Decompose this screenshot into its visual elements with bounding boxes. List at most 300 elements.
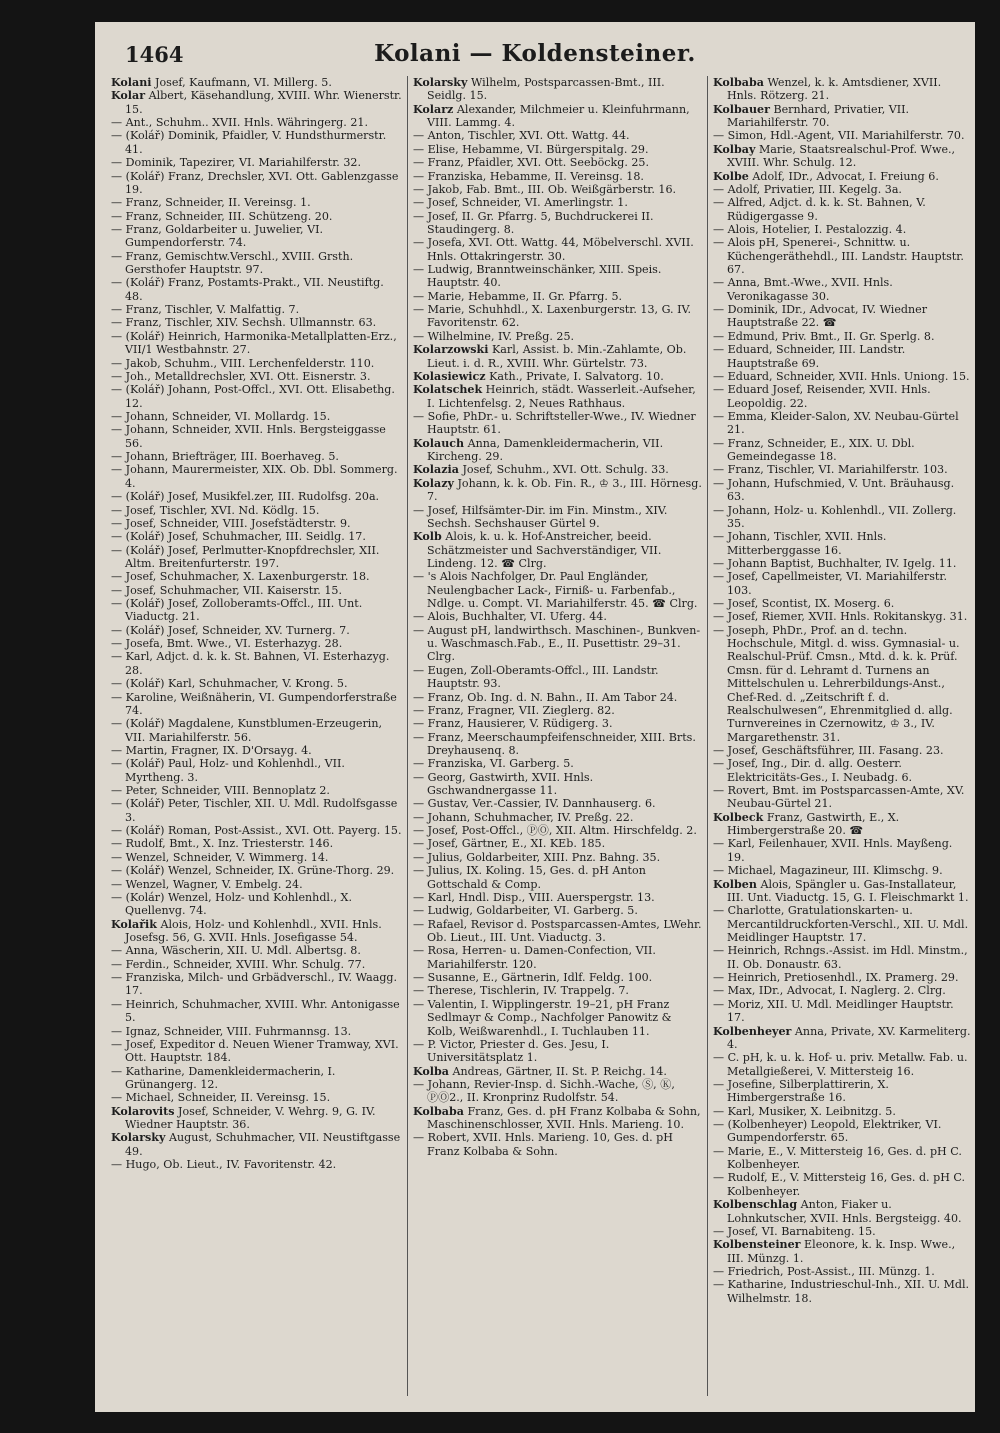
directory-entry [413, 290, 703, 303]
entry-text: Ludwig, Branntweinschänker, XIII. Speis. Hauptstr. 40. [427, 263, 662, 290]
entry-surname: Kolb [413, 530, 442, 544]
entry-text: (Kolář) Johann, Post-Offcl., XVI. Ott. Elisabethg. 12. [125, 383, 395, 410]
entry-text: (Kolář) Josef, Perlmutter-Knopfdrechsler, XII. Altm. Breitenfurterstr. 197. [125, 543, 380, 570]
directory-entry [111, 544, 403, 571]
directory-entry [413, 1078, 703, 1105]
entry-surname: Kolarz [413, 102, 454, 116]
entry-text: Max, IDr., Advocat, I. Naglerg. 2. Clrg. [727, 984, 946, 998]
entry-text: August, Schuhmacher, VII. Neustiftgasse 49. [125, 1131, 401, 1158]
directory-entry [713, 597, 971, 610]
directory-entry [713, 570, 971, 597]
entry-text: Karl, Adjct. d. k. k. St. Bahnen, VI. Esterhazyg. 28. [125, 650, 390, 677]
entry-text: Josefine, Silberplattirerin, X. Himbergerstraße 16. [727, 1077, 889, 1105]
directory-entry [713, 837, 971, 864]
directory-entry [713, 1171, 971, 1198]
directory-entry [111, 450, 403, 463]
entry-text: Anton, Tischler, XVI. Ott. Wattg. 44. [427, 129, 630, 143]
entry-text: Franz, Tischler, V. Malfattig. 7. [125, 303, 300, 317]
entry-surname: Kolařik [111, 917, 157, 931]
directory-entry [713, 971, 971, 984]
entry-text: (Kolář) Josef, Schuhmacher, III. Seidlg. 17. [125, 530, 366, 544]
directory-entry [413, 918, 703, 945]
entry-text: Hugo, Ob. Lieut., IV. Favoritenstr. 42. [125, 1158, 337, 1172]
entry-text: Josef, II. Gr. Pfarrg. 5, Buchdruckerei II. Staudingerg. 8. [427, 209, 654, 236]
entry-text: Johann, Holz- u. Kohlenhdl., VII. Zollerg. 35. [727, 503, 957, 530]
directory-entry [413, 236, 703, 263]
entry-text: Franz, Goldarbeiter u. Juwelier, VI. Gumpendorferstr. 74. [125, 222, 324, 250]
entry-text: Peter, Schneider, VIII. Bennoplatz 2. [125, 784, 330, 798]
entry-text: Marie, E., V. Mittersteig 16, Ges. d. pH C. Kolbenheyer. [727, 1144, 962, 1172]
entry-text: (Kolár) Wenzel, Holz- und Kohlenhdl., X. Quellenvg. 74. [125, 890, 352, 918]
directory-entry [111, 303, 403, 316]
entry-text: Julius, Goldarbeiter, XIII. Pnz. Bahng. 35. [427, 850, 661, 864]
directory-entry [713, 1118, 971, 1145]
entry-text: Michael, Magazineur, III. Klimschg. 9. [727, 864, 943, 878]
entry-text: Ant., Schuhm.. XVII. Hnls. Währingerg. 21. [125, 116, 368, 130]
entry-text: Charlotte, Gratulationskarten- u. Mercantildruckforten-Verschl., XII. U. Mdl. Meidlinger Hauptstr. 17. [727, 904, 969, 944]
entry-text: Johann, Revier-Insp. d. Sichh.-Wache, Ⓢ, Ⓚ, ⓅⓄ2., II. Kronprinz Rudolfstr. 54. [427, 1077, 675, 1105]
entry-text: Josef, Schuhm., XVI. Ott. Schulg. 33. [462, 463, 669, 477]
entry-text: (Kolář) Paul, Holz- und Kohlenhdl., VII. Myrtheng. 3. [125, 757, 345, 784]
directory-entry [713, 530, 971, 557]
entry-text: Franz, Schneider, E., XIX. U. Dbl. Gemeindegasse 18. [727, 436, 915, 464]
directory-entry [713, 463, 971, 476]
running-head: Kolani — Koldensteiner. [374, 40, 696, 67]
directory-entry [413, 664, 703, 691]
directory-entry [413, 691, 703, 704]
directory-entry [111, 584, 403, 597]
entry-text: Wenzel, k. k. Amtsdiener, XVII. Hnls. Rötzerg. 21. [727, 76, 942, 103]
directory-entry [111, 357, 403, 370]
entry-text: Franz, Ob. Ing. d. N. Bahn., II. Am Tabor 24. [427, 690, 678, 704]
entry-surname: Kolba [413, 1064, 449, 1078]
directory-entry [111, 878, 403, 891]
entry-text: (Kolář) Franz, Postamts-Prakt., VII. Neustiftg. 48. [125, 276, 384, 303]
directory-entry [713, 303, 971, 330]
directory-entry [111, 944, 403, 957]
directory-entry [111, 517, 403, 530]
directory-entry [111, 998, 403, 1025]
entry-text: Valentin, I. Wipplingerstr. 19–21, pH Franz Sedlmayr & Comp., Nachfolger Panowitz & Kolb, Weißwarenhdl., I. Tuchlauben 11. [427, 997, 672, 1038]
entry-text: (Kolář) Josef, Musikfel.zer, III. Rudolfsg. 20a. [125, 490, 380, 504]
directory-entry [111, 156, 403, 169]
directory-entry [413, 1131, 703, 1158]
directory-entry [713, 1238, 971, 1265]
entry-text: Julius, IX. Koling. 15, Ges. d. pH Anton Gottschald & Comp. [427, 864, 646, 891]
directory-entry [713, 276, 971, 303]
directory-entry [713, 236, 971, 276]
entry-text: Rosa, Herren- u. Damen-Confection, VII. Mariahilferstr. 120. [427, 944, 656, 971]
directory-entry [111, 490, 403, 503]
directory-entry [413, 196, 703, 209]
directory-entry [111, 370, 403, 383]
entry-text: Friedrich, Post-Assist., III. Münzg. 1. [727, 1264, 935, 1278]
directory-entry [413, 129, 703, 142]
entry-text: Johann, Tischler, XVII. Hnls. Mitterberggasse 16. [727, 530, 887, 557]
directory-entry [413, 837, 703, 850]
entry-text: Johann, Schneider, XVII. Hnls. Bergsteiggasse 56. [125, 423, 386, 450]
entry-text: Ignaz, Schneider, VIII. Fuhrmannsg. 13. [125, 1024, 352, 1038]
directory-page [95, 22, 975, 1412]
directory-entry [111, 891, 403, 918]
directory-entry [111, 918, 403, 945]
entry-text: Katharine, Damenkleidermacherin, I. Grünangerg. 12. [125, 1064, 336, 1091]
entry-text: Gustav, Ver.-Cassier, IV. Dannhauserg. 6. [427, 797, 656, 811]
entry-text: Karl, Musiker, X. Leibnitzg. 5. [727, 1104, 896, 1118]
entry-text: Josef, Geschäftsführer, III. Fasang. 23. [727, 743, 944, 757]
entry-text: Rudolf, Bmt., X. Inz. Triesterstr. 146. [125, 837, 334, 851]
directory-entry [413, 383, 703, 410]
directory-entry [111, 196, 403, 209]
directory-entry [111, 597, 403, 624]
directory-entry [413, 971, 703, 984]
directory-entry [413, 610, 703, 623]
directory-entry [111, 837, 403, 850]
entry-text: Eugen, Zoll-Oberamts-Offcl., III. Landstr. Hauptstr. 93. [427, 663, 659, 691]
entry-text: (Kolář) Dominik, Pfaidler, V. Hundsthurmerstr. 41. [125, 129, 387, 156]
directory-entry [413, 263, 703, 290]
directory-entry [413, 570, 703, 610]
entry-text: Alfred, Adjct. d. k. k. St. Bahnen, V. Rüdigergasse 9. [727, 196, 926, 223]
entry-surname: Kolbay [713, 142, 756, 156]
entry-surname: Kolauch [413, 436, 465, 450]
entry-text: Jakob, Schuhm., VIII. Lerchenfelderstr. 110. [125, 356, 375, 370]
entry-text: (Kolář) Josef, Zolloberamts-Offcl., III. Unt. Viaductg. 21. [125, 597, 363, 624]
directory-entry [413, 1065, 703, 1078]
entry-text: Josef, Post-Offcl., ⓅⓄ, XII. Altm. Hirschfeldg. 2. [427, 824, 697, 838]
directory-entry [413, 463, 703, 476]
directory-entry [713, 878, 971, 905]
directory-entry [413, 103, 703, 130]
entry-text: Joseph, PhDr., Prof. an d. techn. Hochschule, Mitgl. d. wiss. Gymnasial- u. Realschul-Prüf. Cmsn., Mtd. d. k. k. Prüf. Cmsn. für d. Lehramt d. Turnens an Mittelschulen u. Lehrerbildungs-Anst., Chef-Red. d. „Zeitschrift f. d. Realschulwesen“, Ehrenmitglied d. allg. Turnvereines in Czernowitz, ♔ 3., IV. Margarethenstr. 31. [727, 623, 960, 744]
directory-entry [413, 998, 703, 1038]
entry-text: Josef, Riemer, XVII. Hnls. Rokitanskyg. 31. [727, 610, 968, 624]
directory-entry [413, 717, 703, 730]
directory-entry [111, 744, 403, 757]
entry-text: Wilhelmine, IV. Preßg. 25. [427, 329, 575, 343]
entry-text: Bernhard, Privatier, VII. Mariahilferstr. 70. [727, 102, 910, 130]
entry-surname: Kolben [713, 877, 757, 891]
entry-surname: Kolani [111, 76, 152, 89]
entry-surname: Kolasiewicz [413, 369, 486, 383]
directory-entry [111, 383, 403, 410]
directory-entry [111, 330, 403, 357]
entry-text: Josef, VI. Barnabiteng. 15. [727, 1224, 876, 1238]
entry-text: Franz, Gastwirth, E., X. Himbergerstraße 20. ☎ [727, 810, 900, 838]
entry-text: Heinrich, Schuhmacher, XVIII. Whr. Antonigasse 5. [125, 997, 400, 1025]
directory-entry [111, 210, 403, 223]
directory-entry [713, 1025, 971, 1052]
directory-entry [111, 677, 403, 690]
entry-text: Albert, Käsehandlung, XVIII. Whr. Wienerstr. 15. [125, 89, 402, 116]
entry-text: Marie, Schuhhdl., X. Laxenburgerstr. 13, G. IV. Favoritenstr. 62. [427, 303, 692, 330]
page-number: 1464 [125, 42, 184, 67]
entry-text: Moriz, XII. U. Mdl. Meidlinger Hauptstr. 17. [727, 997, 954, 1025]
entry-text: Josef, Schneider, VIII. Josefstädterstr. 9. [125, 516, 351, 530]
directory-entry [413, 771, 703, 798]
entry-text: Josef, Hilfsämter-Dir. im Fin. Minstm., XIV. Sechsh. Sechshauser Gürtel 9. [427, 503, 668, 530]
directory-entry [111, 624, 403, 637]
entry-text: (Kolář) Roman, Post-Assist., XVI. Ott. Payerg. 15. [125, 824, 402, 838]
directory-entry [111, 797, 403, 824]
entry-text: Wenzel, Schneider, V. Wimmerg. 14. [125, 850, 329, 864]
directory-entry [413, 704, 703, 717]
directory-entry [713, 504, 971, 531]
entry-surname: Kolbe [713, 169, 749, 183]
entry-text: Alois, Spängler u. Gas-Installateur, III. Unt. Viaductg. 15, G. I. Fleischmarkt 1. [727, 877, 969, 904]
entry-text: Josef, Kaufmann, VI. Millerg. 5. [155, 76, 332, 89]
entry-text: Kath., Private, I. Salvatorg. 10. [489, 369, 664, 383]
entry-text: Franz, Schneider, III. Schützeng. 20. [125, 209, 333, 223]
entry-surname: Kolbenheyer [713, 1024, 792, 1038]
entry-text: Alois, Holz- und Kohlenhdl., XVII. Hnls. Josefsg. 56, G. XVII. Hnls. Josefigasse 54. [125, 917, 382, 944]
entry-text: Josef, Schuhmacher, X. Laxenburgerstr. 18. [125, 570, 370, 584]
directory-entry [111, 958, 403, 971]
directory-entry [713, 944, 971, 971]
directory-entry [413, 410, 703, 437]
entry-text: Joh., Metalldrechsler, XVI. Ott. Eisnerstr. 3. [125, 369, 371, 383]
entry-text: Josef, Schneider, VI. Amerlingstr. 1. [427, 196, 628, 210]
directory-entry [413, 330, 703, 343]
directory-entry [111, 423, 403, 450]
entry-text: Rudolf, E., V. Mittersteig 16, Ges. d. pH C. Kolbenheyer. [727, 1171, 966, 1198]
entry-text: (Kolář) Franz, Drechsler, XVI. Ott. Gablenzgasse 19. [125, 169, 399, 196]
entry-surname: Kolbensteiner [713, 1238, 801, 1252]
directory-entry [413, 530, 703, 570]
directory-entry [111, 637, 403, 650]
entry-text: Marie, Hebamme, II. Gr. Pfarrg. 5. [427, 289, 623, 303]
entry-text: Franz, Tischler, VI. Mariahilferstr. 103. [727, 463, 948, 477]
directory-entry [713, 624, 971, 744]
entry-surname: Kolbaba [413, 1104, 464, 1118]
directory-entry [413, 731, 703, 758]
entry-text: Rovert, Bmt. im Postsparcassen-Amte, XV. Neubau-Gürtel 21. [727, 784, 965, 811]
entry-text: (Kolář) Peter, Tischler, XII. U. Mdl. Rudolfsgasse 3. [125, 797, 398, 824]
directory-entry [111, 129, 403, 156]
entry-text: Josefa, XVI. Ott. Wattg. 44, Möbelverschl. XVII. Hnls. Ottakringerstr. 30. [427, 236, 694, 263]
directory-entry [111, 223, 403, 250]
entry-text: Alexander, Milchmeier u. Kleinfuhrmann, VIII. Lammg. 4. [427, 102, 690, 130]
entry-text: Anna, Bmt.-Wwe., XVII. Hnls. Veronikagasse 30. [727, 276, 893, 303]
directory-entry [111, 971, 403, 998]
entry-text: Josef, Expeditor d. Neuen Wiener Tramway, XVI. Ott. Hauptstr. 184. [125, 1037, 399, 1065]
directory-entry [413, 504, 703, 531]
entry-text: Sofie, PhDr.- u. Schriftsteller-Wwe., IV. Wiedner Hauptstr. 61. [427, 409, 696, 437]
entry-text: Simon, Hdl.-Agent, VII. Mariahilferstr. 70. [727, 129, 965, 143]
entry-text: Josef, Scontist, IX. Moserg. 6. [727, 597, 895, 611]
entry-text: Franz, Gemischtw.Verschl., XVIII. Grsth. Gersthofer Hauptstr. 97. [125, 249, 354, 277]
entry-text: Franz, Hausierer, V. Rüdigerg. 3. [427, 717, 613, 731]
directory-entry [111, 170, 403, 197]
page-header [95, 38, 975, 78]
directory-entry [713, 744, 971, 757]
directory-entry [713, 383, 971, 410]
entry-text: Karl, Assist. b. Min.-Zahlamte, Ob. Lieut. i. d. R., XVIII. Whr. Gürtelstr. 73. [427, 343, 687, 370]
entry-surname: Kolbenschlag [713, 1198, 798, 1212]
entry-text: (Kolář) Magdalene, Kunstblumen-Erzeugerin, VII. Mariahilferstr. 56. [125, 717, 383, 744]
entry-surname: Kolazia [413, 463, 459, 477]
entry-text: Karl, Feilenhauer, XVII. Hnls. Mayßeng. 19. [727, 837, 953, 864]
directory-column-3 [713, 76, 971, 1406]
directory-entry [111, 1131, 403, 1158]
directory-entry [111, 691, 403, 718]
directory-entry [713, 437, 971, 464]
directory-entry [111, 824, 403, 837]
entry-text: Karoline, Weißnäherin, VI. Gumpendorferstraße 74. [125, 690, 397, 717]
entry-text: Josef, Ing., Dir. d. allg. Oesterr. Elektricitäts-Ges., I. Neubadg. 6. [727, 757, 913, 784]
directory-entry [713, 1225, 971, 1238]
directory-entry [111, 784, 403, 797]
directory-entry [713, 370, 971, 383]
directory-entry [111, 463, 403, 490]
entry-surname: Kolbauer [713, 102, 770, 116]
entry-text: Edmund, Priv. Bmt., II. Gr. Sperlg. 8. [727, 329, 935, 343]
directory-entry [413, 437, 703, 464]
directory-entry [111, 410, 403, 423]
entry-text: Johann, Schneider, VI. Mollardg. 15. [125, 409, 331, 423]
directory-entry [413, 303, 703, 330]
directory-entry [413, 824, 703, 837]
entry-text: Josefa, Bmt. Wwe., VI. Esterhazyg. 28. [125, 637, 343, 651]
directory-entry [111, 1105, 403, 1132]
directory-entry [111, 530, 403, 543]
entry-text: Wenzel, Wagner, V. Embelg. 24. [125, 877, 303, 891]
entry-text: Wilhelm, Postsparcassen-Bmt., III. Seidlg. 15. [427, 76, 665, 103]
directory-entry [713, 1145, 971, 1172]
directory-entry [111, 757, 403, 784]
directory-entry [111, 1025, 403, 1038]
entry-text: Eleonore, k. k. Insp. Wwe., III. Münzg. 1. [727, 1238, 956, 1265]
entry-text: Heinrich, Pretiosenhdl., IX. Pramerg. 29. [727, 971, 959, 985]
directory-entry [713, 864, 971, 877]
entry-surname: Kolarzowski [413, 343, 489, 357]
entry-text: Therese, Tischlerin, IV. Trappelg. 7. [427, 984, 629, 998]
entry-text: C. pH, k. u. k. Hof- u. priv. Metallw. Fab. u. Metallgießerei, V. Mittersteig 16. [727, 1051, 968, 1078]
entry-text: 's Alois Nachfolger, Dr. Paul Engländer, Neulengbacher Lack-, Firniß- u. Farbenfab., Ndlge. u. Compt. VI. Mariahilferstr. 45. ☎ Clrg. [427, 570, 698, 611]
directory-entry [111, 1065, 403, 1092]
directory-entry [713, 1278, 971, 1305]
entry-text: (Kolbenheyer) Leopold, Elektriker, VI. Gumpendorferstr. 65. [727, 1118, 942, 1145]
directory-entry [111, 570, 403, 583]
entry-text: Alois, k. u. k. Hof-Anstreicher, beeid. Schätzmeister und Sachverständiger, VII. Lindeng. 12. ☎ Clrg. [427, 530, 662, 570]
entry-text: Franz, Pfaidler, XVI. Ott. Seeböckg. 25. [427, 156, 650, 170]
directory-entry [413, 343, 703, 370]
column-divider [707, 76, 708, 1396]
entry-text: Anna, Private, XV. Karmeliterg. 4. [727, 1024, 971, 1051]
entry-text: Georg, Gastwirth, XVII. Hnls. Gschwandnergasse 11. [427, 770, 594, 798]
entry-text: Alois, Hotelier, I. Pestalozzig. 4. [727, 222, 907, 236]
entry-surname: Kolbaba [713, 76, 764, 89]
entry-text: Ferdin., Schneider, XVIII. Whr. Schulg. 77. [125, 957, 366, 971]
entry-surname: Kolarsky [111, 1131, 166, 1145]
entry-text: Adolf, IDr., Advocat, I. Freiung 6. [752, 169, 939, 183]
directory-entry [713, 557, 971, 570]
entry-text: Josef, Gärtner, E., XI. KEb. 185. [427, 837, 606, 851]
entry-surname: Kolar [111, 89, 146, 103]
entry-text: Robert, XVII. Hnls. Marieng. 10, Ges. d. pH Franz Kolbaba & Sohn. [427, 1131, 673, 1158]
directory-entry [713, 811, 971, 838]
entry-text: Martin, Fragner, IX. D'Orsayg. 4. [125, 743, 312, 757]
directory-entry [713, 330, 971, 343]
directory-entry [713, 984, 971, 997]
directory-entry [111, 1091, 403, 1104]
entry-text: Franziska, Milch- und Grbädverschl., IV. Waagg. 17. [125, 971, 398, 998]
directory-entry [713, 1198, 971, 1225]
entry-surname: Kolazy [413, 476, 454, 490]
directory-entry [111, 316, 403, 329]
directory-entry [111, 864, 403, 877]
entry-text: Jakob, Fab. Bmt., III. Ob. Weißgärberstr. 16. [427, 182, 677, 196]
entry-text: Alois, Buchhalter, VI. Uferg. 44. [427, 610, 607, 624]
directory-entry [713, 904, 971, 944]
directory-entry [413, 477, 703, 504]
entry-text: Alois pH, Spenerei-, Schnittw. u. Küchengeräthehdl., III. Landstr. Hauptstr. 67. [727, 236, 964, 277]
entry-text: Josef, Tischler, XVI. Nd. Ködlg. 15. [125, 503, 320, 517]
entry-surname: Kolatschek [413, 383, 483, 397]
entry-text: Ludwig, Goldarbeiter, VI. Garberg. 5. [427, 904, 638, 918]
entry-text: Franz, Meerschaumpfeifenschneider, XIII. Brts. Dreyhausenq. 8. [427, 730, 696, 757]
entry-text: Anna, Wäscherin, XII. U. Mdl. Albertsg. 8. [125, 944, 361, 958]
directory-entry [413, 143, 703, 156]
entry-surname: Kolbeck [713, 810, 764, 824]
directory-entry [713, 1078, 971, 1105]
entry-text: Karl, Hndl. Disp., VIII. Auerspergstr. 13. [427, 890, 655, 904]
entry-text: Rafael, Revisor d. Postsparcassen-Amtes, LWehr. Ob. Lieut., III. Unt. Viaductg. 3. [427, 917, 702, 944]
directory-entry [413, 1105, 703, 1132]
entry-text: Eduard, Schneider, III. Landstr. Hauptstraße 69. [727, 343, 906, 370]
entry-text: Franziska, Hebamme, II. Vereinsg. 18. [427, 169, 644, 183]
entry-text: Johann, Briefträger, III. Boerhaveg. 5. [125, 450, 339, 464]
entry-text: Franz, Fragner, VII. Zieglerg. 82. [427, 703, 615, 717]
directory-entry [413, 76, 703, 103]
directory-entry [111, 851, 403, 864]
directory-entry [713, 757, 971, 784]
directory-column-1 [111, 76, 403, 1406]
entry-surname: Kolarsky [413, 76, 468, 89]
entry-surname: Kolarovits [111, 1104, 175, 1118]
entry-text: Andreas, Gärtner, II. St. P. Reichg. 14. [452, 1064, 667, 1078]
directory-entry [111, 116, 403, 129]
entry-text: Josef, Schuhmacher, VII. Kaiserstr. 15. [125, 583, 342, 597]
directory-entry [713, 223, 971, 236]
directory-entry [413, 851, 703, 864]
directory-entry [413, 210, 703, 237]
entry-text: Johann Baptist, Buchhalter, IV. Igelg. 11. [727, 556, 957, 570]
entry-text: August pH, landwirthsch. Maschinen-, Bunkven- u. Waschmasch.Fab., E., II. Pusettistr. 29–31. Clrg. [427, 623, 701, 664]
directory-entry [111, 1158, 403, 1171]
entry-text: P. Victor, Priester d. Ges. Jesu, I. Universitätsplatz 1. [427, 1037, 610, 1065]
directory-entry [713, 170, 971, 183]
entry-text: Johann, Hufschmied, V. Unt. Bräuhausg. 63. [727, 476, 955, 504]
directory-column-2 [413, 76, 703, 1406]
directory-entry [111, 1038, 403, 1065]
directory-entry [413, 944, 703, 971]
directory-entry [111, 250, 403, 277]
entry-text: (Kolář) Wenzel, Schneider, IX. Grüne-Thorg. 29. [125, 864, 395, 878]
column-divider [407, 76, 408, 1396]
directory-entry [111, 717, 403, 744]
entry-text: Susanne, E., Gärtnerin, Idlf. Feldg. 100. [427, 971, 653, 985]
entry-text: Katharine, Industrieschul-Inh., XII. U. Mdl. Wilhelmstr. 18. [727, 1278, 970, 1305]
directory-entry [413, 864, 703, 891]
directory-entry [713, 610, 971, 623]
entry-text: Franz, Schneider, II. Vereinsg. 1. [125, 196, 311, 210]
entry-text: Heinrich, Rchngs.-Assist. im Hdl. Minstm., II. Ob. Donaustr. 63. [727, 944, 968, 971]
entry-text: Franziska, VI. Garberg. 5. [427, 757, 574, 771]
directory-entry [111, 504, 403, 517]
directory-entry [413, 904, 703, 917]
directory-entry [413, 170, 703, 183]
